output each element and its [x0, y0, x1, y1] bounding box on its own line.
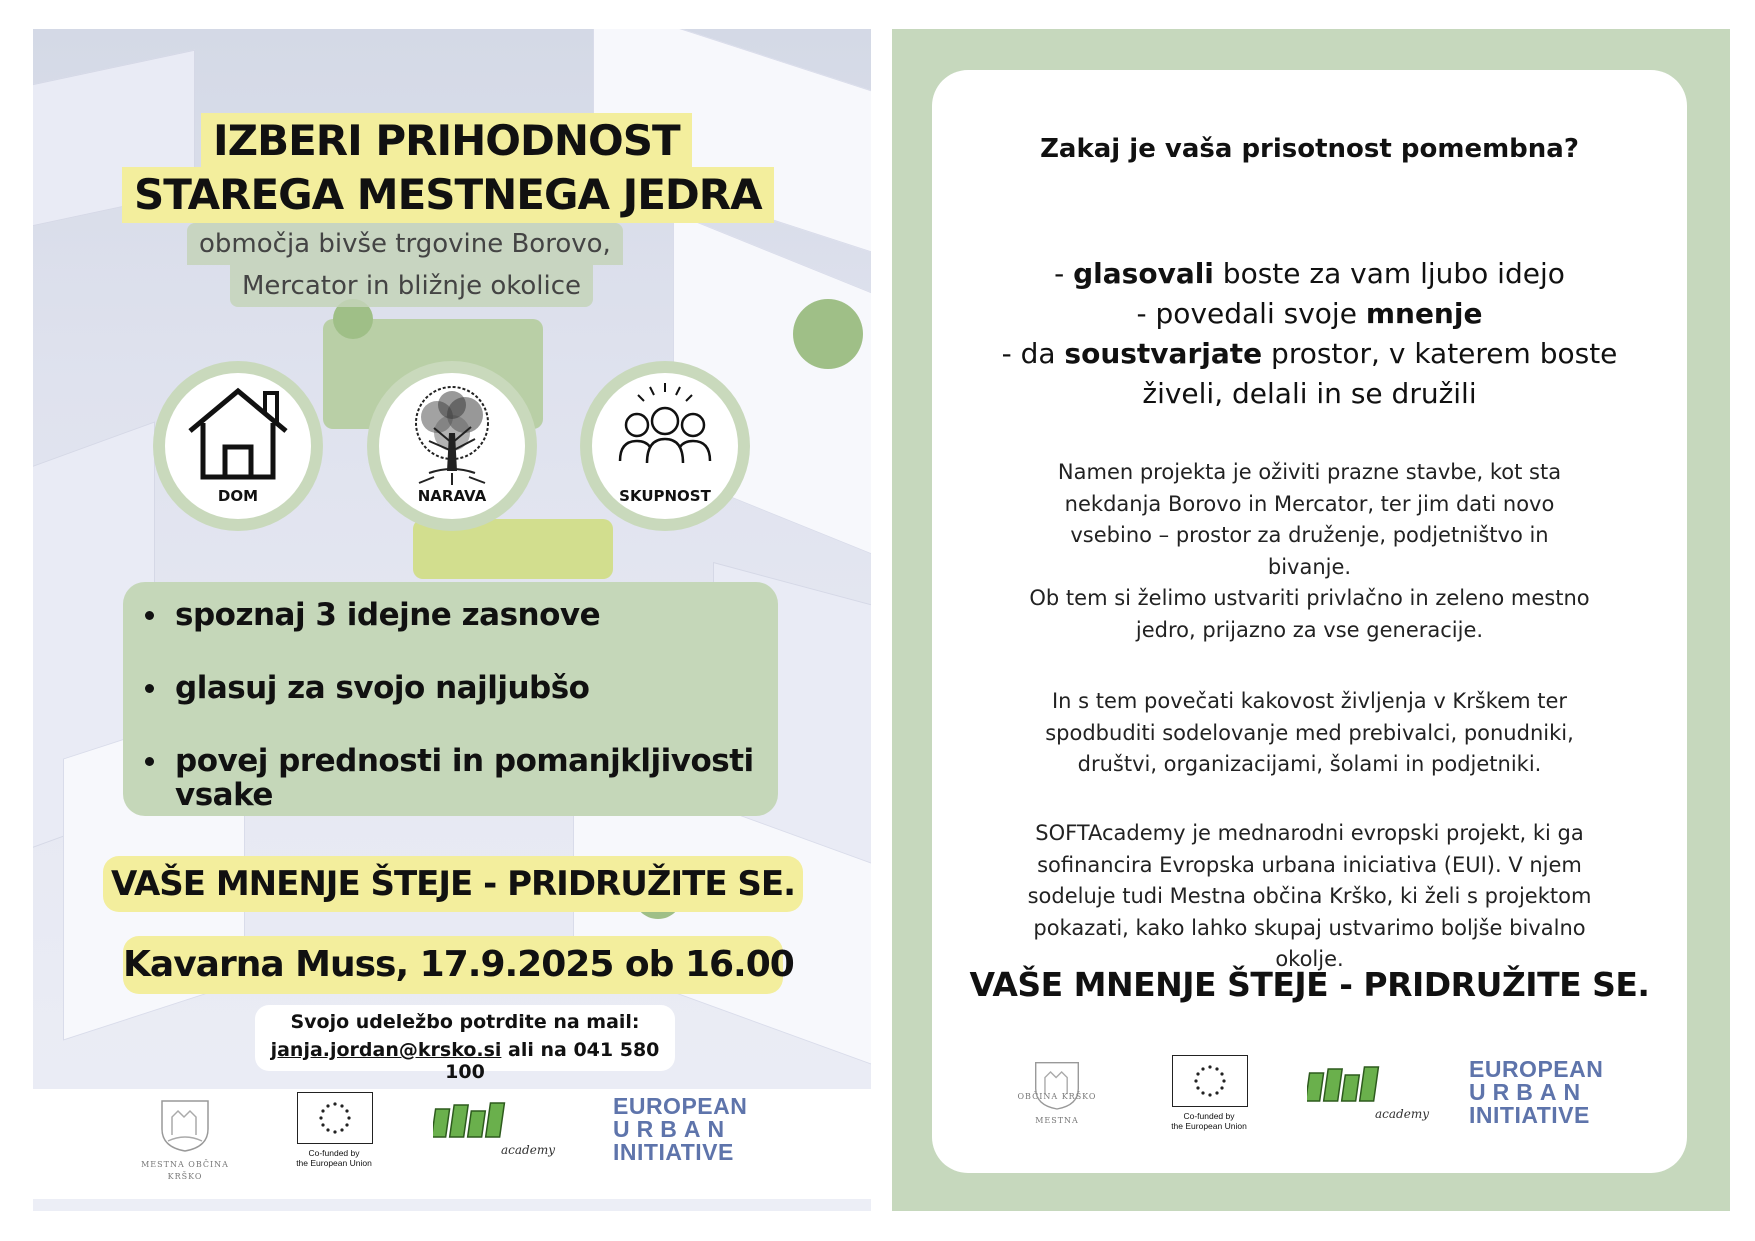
phone-text: ali na 041 580 100 [445, 1039, 660, 1083]
rsvp-box [255, 1005, 675, 1083]
subtitle-line-1: območja bivše trgovine Borovo, [187, 223, 623, 265]
logo-footer [932, 1055, 1687, 1165]
eu-flag-icon [1172, 1055, 1248, 1107]
eui-logo: EUROPEAN URBAN INITIATIVE [1469, 1056, 1604, 1128]
subtitle-line-2: Mercator in bližnje okolice [230, 265, 593, 307]
soft-academy-label: academy [1375, 1107, 1429, 1121]
left-poster [33, 29, 871, 1211]
reason-4: živeli, delali in se družili [1142, 377, 1477, 410]
eu-caption: Co-funded by the European Union [1171, 1111, 1247, 1131]
title-line-2: STAREGA MESTNEGA JEDRA [122, 167, 774, 223]
softacademy-paragraph: SOFTAcademy je mednarodni evropski projekt, ki ga sofinancira Evropska urbana iniciativa (EUI). V njem sodeluje tudi Mestna občina Krško, ki želi s projektom pokazati, kako lahko skupaj ustvarimo boljše bivalno okolje. [1027, 821, 1592, 971]
soft-academy-label: academy [501, 1143, 555, 1157]
cta-text: VAŠE MNENJE ŠTEJE - PRIDRUŽITE SE. [969, 965, 1650, 1004]
project-purpose-paragraph: Namen projekta je oživiti prazne stavbe, kot sta nekdanja Borovo in Mercator, ter jim dati novo vsebino – prostor za druženje, podjetništvo in bivanje. Ob tem si želimo ustvariti privlačno in zeleno mestno jedro, prijazno za vse generacije. [1029, 460, 1590, 642]
municipality-name-2: MESTNA [1035, 1116, 1079, 1125]
bullet-dot-icon [145, 757, 154, 766]
municipality-name: MESTNA OBČINA KRŠKO [141, 1160, 229, 1181]
skupnost-label: SKUPNOST [619, 487, 711, 505]
eu-caption: Co-funded by the European Union [296, 1148, 372, 1168]
municipality-name: OBČINA KRŠKO [1017, 1092, 1097, 1101]
why-title: Zakaj je vaša prisotnost pomembna? [1040, 134, 1579, 164]
rsvp-contact [255, 1039, 675, 1083]
reason-1: - glasovali boste za vam ljubo idejo [1054, 257, 1565, 290]
bullet-list: spoznaj 3 idejne zasnove glasuj za svojo najljubšo povej prednosti in pomanjkljivosti vsake [123, 582, 778, 816]
event-banner: Kavarna Muss, 17.9.2025 ob 16.00 [123, 936, 783, 994]
logo-footer [33, 1089, 871, 1199]
eu-flag-icon [297, 1092, 373, 1144]
title-line-1: IZBERI PRIHODNOST [201, 113, 692, 169]
dom-label: DOM [217, 487, 259, 505]
bullet-dot-icon [145, 611, 154, 620]
reason-2: - povedali svoje mnenje [1136, 297, 1483, 330]
eui-logo: EUROPEAN URBAN INITIATIVE [613, 1093, 748, 1165]
reason-3: - da soustvarjate prostor, v katerem boste [1001, 337, 1618, 370]
info-card [932, 70, 1687, 1173]
right-poster [892, 29, 1730, 1211]
cta-banner: VAŠE MNENJE ŠTEJE - PRIDRUŽITE SE. [103, 856, 803, 912]
skupnost-circle [580, 361, 750, 531]
rsvp-text: Svojo udeležbo potrdite na mail: [290, 1011, 640, 1033]
dom-circle [153, 361, 323, 531]
municipality-crest-icon [158, 1095, 212, 1153]
email-link[interactable]: janja.jordan@krsko.si [270, 1039, 502, 1061]
narava-circle [367, 361, 537, 531]
bullet-dot-icon [145, 684, 154, 693]
narava-label: NARAVA [417, 487, 487, 505]
quality-of-life-paragraph: In s tem povečati kakovost življenja v Krškem ter spodbuditi sodelovanje med prebivalci, ponudniki, društvi, organizacijami, šolami in podjetniki. [1045, 689, 1574, 776]
